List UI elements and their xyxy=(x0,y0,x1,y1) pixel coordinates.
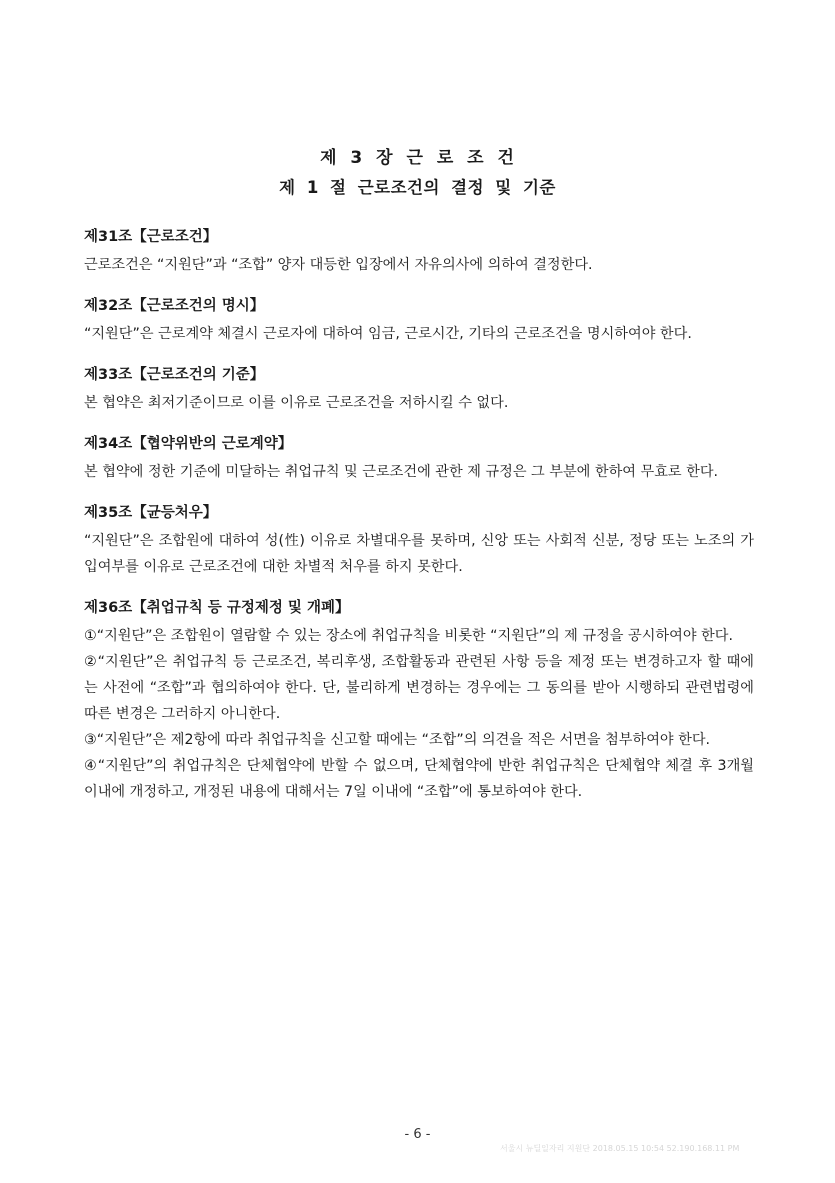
article-heading: 제32조【근로조건의 명시】 xyxy=(84,298,265,314)
section-title: 제 1 절 근로조건의 결정 및 기준 xyxy=(279,178,556,197)
article-clause-4: ④“지원단”의 취업규칙은 단체협약에 반할 수 없으며, 단체협약에 반한 취업규칙은 단체협약 체결 후 3개월 이내에 개정하고, 개정된 내용에 대해서는 7일 이내에 “조합”에 통보하여야 한다. xyxy=(84,758,754,800)
article-paragraph: 근로조건은 “지원단”과 “조합” 양자 대등한 입장에서 자유의사에 의하여 결정한다. xyxy=(84,257,593,273)
article-33 xyxy=(84,364,754,416)
print-stamp: 서울시 뉴딜일자리 지원단 2018.05.15 10:54 52.190.168.11 PM xyxy=(500,1144,740,1153)
article-34 xyxy=(84,433,754,485)
article-32 xyxy=(84,295,754,347)
article-heading: 제36조【취업규칙 등 규정제정 및 개폐】 xyxy=(84,600,350,616)
article-35 xyxy=(84,502,754,580)
article-paragraph: “지원단”은 조합원에 대하여 성(性) 이유로 차별대우를 못하며, 신앙 또는 사회적 신분, 정당 또는 노조의 가입여부를 이유로 근로조건에 대한 차별적 처우를 하지 못한다. xyxy=(84,533,754,575)
article-clause-2: ②“지원단”은 취업규칙 등 근로조건, 복리후생, 조합활동과 관련된 사항 등을 제정 또는 변경하고자 할 때에는 사전에 “조합”과 협의하여야 한다. 단, 불리하게 변경하는 경우에는 그 동의를 받아 시행하되 관련법령에 따른 변경은 그러하지 아니한다. xyxy=(84,654,754,722)
article-heading: 제35조【균등처우】 xyxy=(84,505,218,521)
article-heading: 제34조【협약위반의 근로계약】 xyxy=(84,436,293,452)
article-heading: 제31조【근로조건】 xyxy=(84,229,218,245)
chapter-title: 제 3 장 근 로 조 건 xyxy=(320,148,515,168)
article-clause-3: ③“지원단”은 제2항에 따라 취업규칙을 신고할 때에는 “조합”의 의견을 적은 서면을 첨부하여야 한다. xyxy=(84,732,711,748)
document-body xyxy=(84,226,754,822)
article-paragraph: 본 협약에 정한 기준에 미달하는 취업규칙 및 근로조건에 관한 제 규정은 그 부분에 한하여 무효로 한다. xyxy=(84,464,719,480)
page-number: - 6 - xyxy=(404,1127,431,1142)
article-clause-1: ①“지원단”은 조합원이 열람할 수 있는 장소에 취업규칙을 비롯한 “지원단”의 제 규정을 공시하여야 한다. xyxy=(84,628,733,644)
article-heading: 제33조【근로조건의 기준】 xyxy=(84,367,265,383)
article-36 xyxy=(84,597,754,805)
article-paragraph: 본 협약은 최저기준이므로 이를 이유로 근로조건을 저하시킬 수 없다. xyxy=(84,395,509,411)
article-paragraph: “지원단”은 근로계약 체결시 근로자에 대하여 임금, 근로시간, 기타의 근로조건을 명시하여야 한다. xyxy=(84,326,692,342)
article-31 xyxy=(84,226,754,278)
